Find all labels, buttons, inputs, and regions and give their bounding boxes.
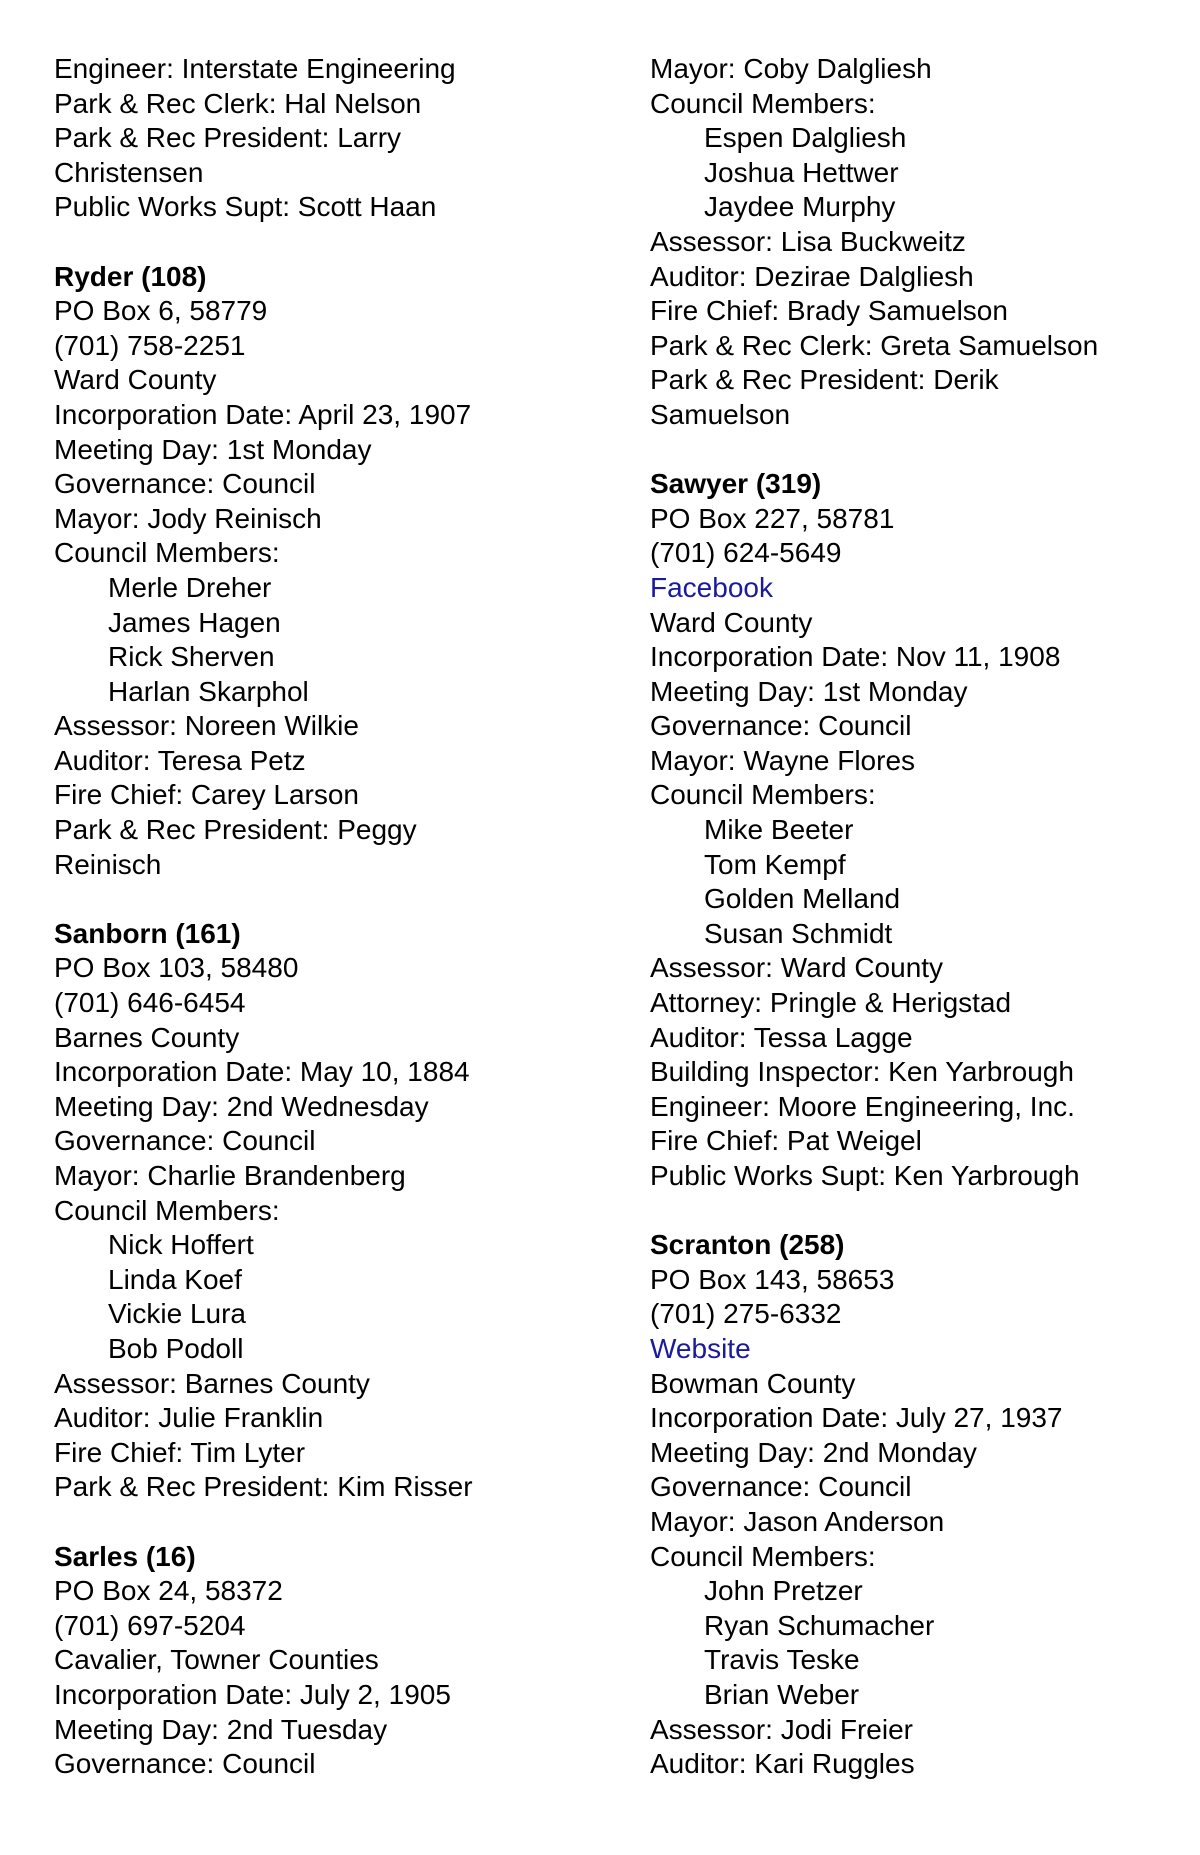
- city-entry-sarles: [54, 1540, 614, 1782]
- city-fire-chief: Fire Chief: Tim Lyter: [54, 1436, 306, 1468]
- intro-line: Engineer: Interstate Engineering: [54, 53, 456, 84]
- city-county: Barnes County: [54, 1021, 240, 1053]
- city-meeting: Meeting Day: 2nd Monday: [650, 1436, 977, 1468]
- city-park-president: Park & Rec President: Kim Risser: [54, 1471, 473, 1503]
- council-label: Council Members:: [54, 1194, 280, 1226]
- council-member: Harlan Skarphol: [108, 675, 309, 707]
- city-mayor: Mayor: Wayne Flores: [650, 744, 916, 776]
- city-governance: Governance: Council: [54, 1748, 316, 1780]
- city-address: PO Box 227, 58781: [650, 502, 895, 534]
- city-county: Cavalier, Towner Counties: [54, 1644, 379, 1676]
- city-meeting: Meeting Day: 2nd Tuesday: [54, 1713, 388, 1745]
- council-member: Tom Kempf: [704, 848, 846, 880]
- city-auditor: Auditor: Julie Franklin: [54, 1402, 324, 1434]
- city-governance: Governance: Council: [650, 710, 912, 742]
- section-gap: [650, 1194, 1200, 1229]
- council-member: Rick Sherven: [108, 641, 275, 673]
- city-attorney: Attorney: Pringle & Herigstad: [650, 987, 1012, 1019]
- city-entry-sanborn: [54, 917, 614, 1505]
- city-building-inspector: Building Inspector: Ken Yarbrough: [650, 1056, 1074, 1088]
- city-auditor: Auditor: Tessa Lagge: [650, 1021, 913, 1053]
- city-auditor: Auditor: Dezirae Dalgliesh: [650, 260, 974, 292]
- council-member: Jaydee Murphy: [704, 191, 896, 223]
- council-member: Mike Beeter: [704, 814, 854, 846]
- city-auditor: Auditor: Kari Ruggles: [650, 1748, 915, 1780]
- council-label: Council Members:: [650, 1540, 876, 1572]
- facebook-link[interactable]: Facebook: [650, 571, 773, 603]
- city-assessor: Assessor: Jodi Freier: [650, 1713, 913, 1745]
- city-park-president-cont: Samuelson: [650, 398, 791, 430]
- city-address: PO Box 143, 58653: [650, 1263, 895, 1295]
- city-phone: (701) 275-6332: [650, 1298, 842, 1330]
- section-gap: [54, 1505, 614, 1540]
- city-fire-chief: Fire Chief: Brady Samuelson: [650, 295, 1008, 327]
- city-assessor: Assessor: Ward County: [650, 952, 944, 984]
- city-governance: Governance: Council: [650, 1471, 912, 1503]
- city-governance: Governance: Council: [54, 468, 316, 500]
- city-mayor: Mayor: Jody Reinisch: [54, 502, 322, 534]
- council-member: Travis Teske: [704, 1644, 860, 1676]
- council-member: Joshua Hettwer: [704, 156, 899, 188]
- city-address: PO Box 6, 58779: [54, 295, 268, 327]
- city-park-president-cont: Reinisch: [54, 848, 162, 880]
- section-gap: [54, 882, 614, 917]
- city-title: Sarles (16): [54, 1540, 196, 1572]
- city-entry-ryder: [54, 260, 614, 883]
- city-park-president: Park & Rec President: Peggy: [54, 814, 417, 846]
- city-incorporation: Incorporation Date: Nov 11, 1908: [650, 641, 1061, 673]
- city-phone: (701) 758-2251: [54, 329, 246, 361]
- city-address: PO Box 24, 58372: [54, 1575, 283, 1607]
- city-public-works: Public Works Supt: Ken Yarbrough: [650, 1160, 1080, 1191]
- city-meeting: Meeting Day: 2nd Wednesday: [54, 1090, 429, 1122]
- city-meeting: Meeting Day: 1st Monday: [54, 433, 372, 465]
- council-label: Council Members:: [54, 537, 280, 569]
- city-phone: (701) 624-5649: [650, 537, 842, 569]
- council-member: Merle Dreher: [108, 571, 272, 603]
- city-incorporation: Incorporation Date: April 23, 1907: [54, 398, 472, 430]
- city-title: Sawyer (319): [650, 468, 822, 500]
- city-mayor: Mayor: Jason Anderson: [650, 1505, 945, 1537]
- website-link[interactable]: Website: [650, 1332, 751, 1364]
- city-assessor: Assessor: Noreen Wilkie: [54, 710, 359, 742]
- council-member: Nick Hoffert: [108, 1229, 254, 1261]
- right-column: [650, 52, 1200, 1782]
- council-member: Brian Weber: [704, 1678, 860, 1710]
- city-county: Ward County: [650, 606, 813, 638]
- city-park-clerk: Park & Rec Clerk: Greta Samuelson: [650, 329, 1099, 361]
- council-member: Espen Dalgliesh: [704, 122, 907, 154]
- city-auditor: Auditor: Teresa Petz: [54, 744, 306, 776]
- city-county: Ward County: [54, 364, 217, 396]
- city-fire-chief: Fire Chief: Pat Weigel: [650, 1125, 922, 1157]
- city-county: Bowman County: [650, 1367, 856, 1399]
- council-member: James Hagen: [108, 606, 281, 638]
- city-meeting: Meeting Day: 1st Monday: [650, 675, 968, 707]
- council-label: Council Members:: [650, 779, 876, 811]
- council-member: Bob Podoll: [108, 1332, 244, 1364]
- city-title: Ryder (108): [54, 260, 207, 292]
- city-incorporation: Incorporation Date: July 27, 1937: [650, 1402, 1063, 1434]
- city-phone: (701) 646-6454: [54, 987, 246, 1019]
- left-column: [54, 52, 614, 1782]
- city-mayor: Mayor: Charlie Brandenberg: [54, 1160, 406, 1191]
- city-assessor: Assessor: Lisa Buckweitz: [650, 225, 966, 257]
- city-park-president: Park & Rec President: Derik: [650, 364, 999, 396]
- city-mayor: Mayor: Coby Dalgliesh: [650, 53, 932, 84]
- city-entry-sarles-continued: [650, 52, 1200, 433]
- city-governance: Governance: Council: [54, 1125, 316, 1157]
- council-member: John Pretzer: [704, 1575, 863, 1607]
- city-incorporation: Incorporation Date: May 10, 1884: [54, 1056, 470, 1088]
- city-entry-scranton: [650, 1228, 1200, 1782]
- council-member: Linda Koef: [108, 1263, 242, 1295]
- city-title: Scranton (258): [650, 1229, 845, 1261]
- intro-line: Christensen: [54, 156, 204, 188]
- intro-line: Public Works Supt: Scott Haan: [54, 191, 437, 223]
- council-member: Susan Schmidt: [704, 917, 893, 949]
- section-gap: [54, 225, 614, 260]
- city-assessor: Assessor: Barnes County: [54, 1367, 370, 1399]
- intro-line: Park & Rec President: Larry: [54, 122, 402, 154]
- city-engineer: Engineer: Moore Engineering, Inc.: [650, 1090, 1075, 1122]
- section-gap: [650, 433, 1200, 468]
- city-address: PO Box 103, 58480: [54, 952, 299, 984]
- council-member: Ryan Schumacher: [704, 1609, 935, 1641]
- council-label: Council Members:: [650, 87, 876, 119]
- council-member: Golden Melland: [704, 883, 901, 915]
- city-title: Sanborn (161): [54, 917, 241, 949]
- city-phone: (701) 697-5204: [54, 1609, 246, 1641]
- intro-line: Park & Rec Clerk: Hal Nelson: [54, 87, 422, 119]
- city-fire-chief: Fire Chief: Carey Larson: [54, 779, 360, 811]
- city-entry-sawyer: [650, 467, 1200, 1193]
- city-incorporation: Incorporation Date: July 2, 1905: [54, 1678, 451, 1710]
- council-member: Vickie Lura: [108, 1298, 247, 1330]
